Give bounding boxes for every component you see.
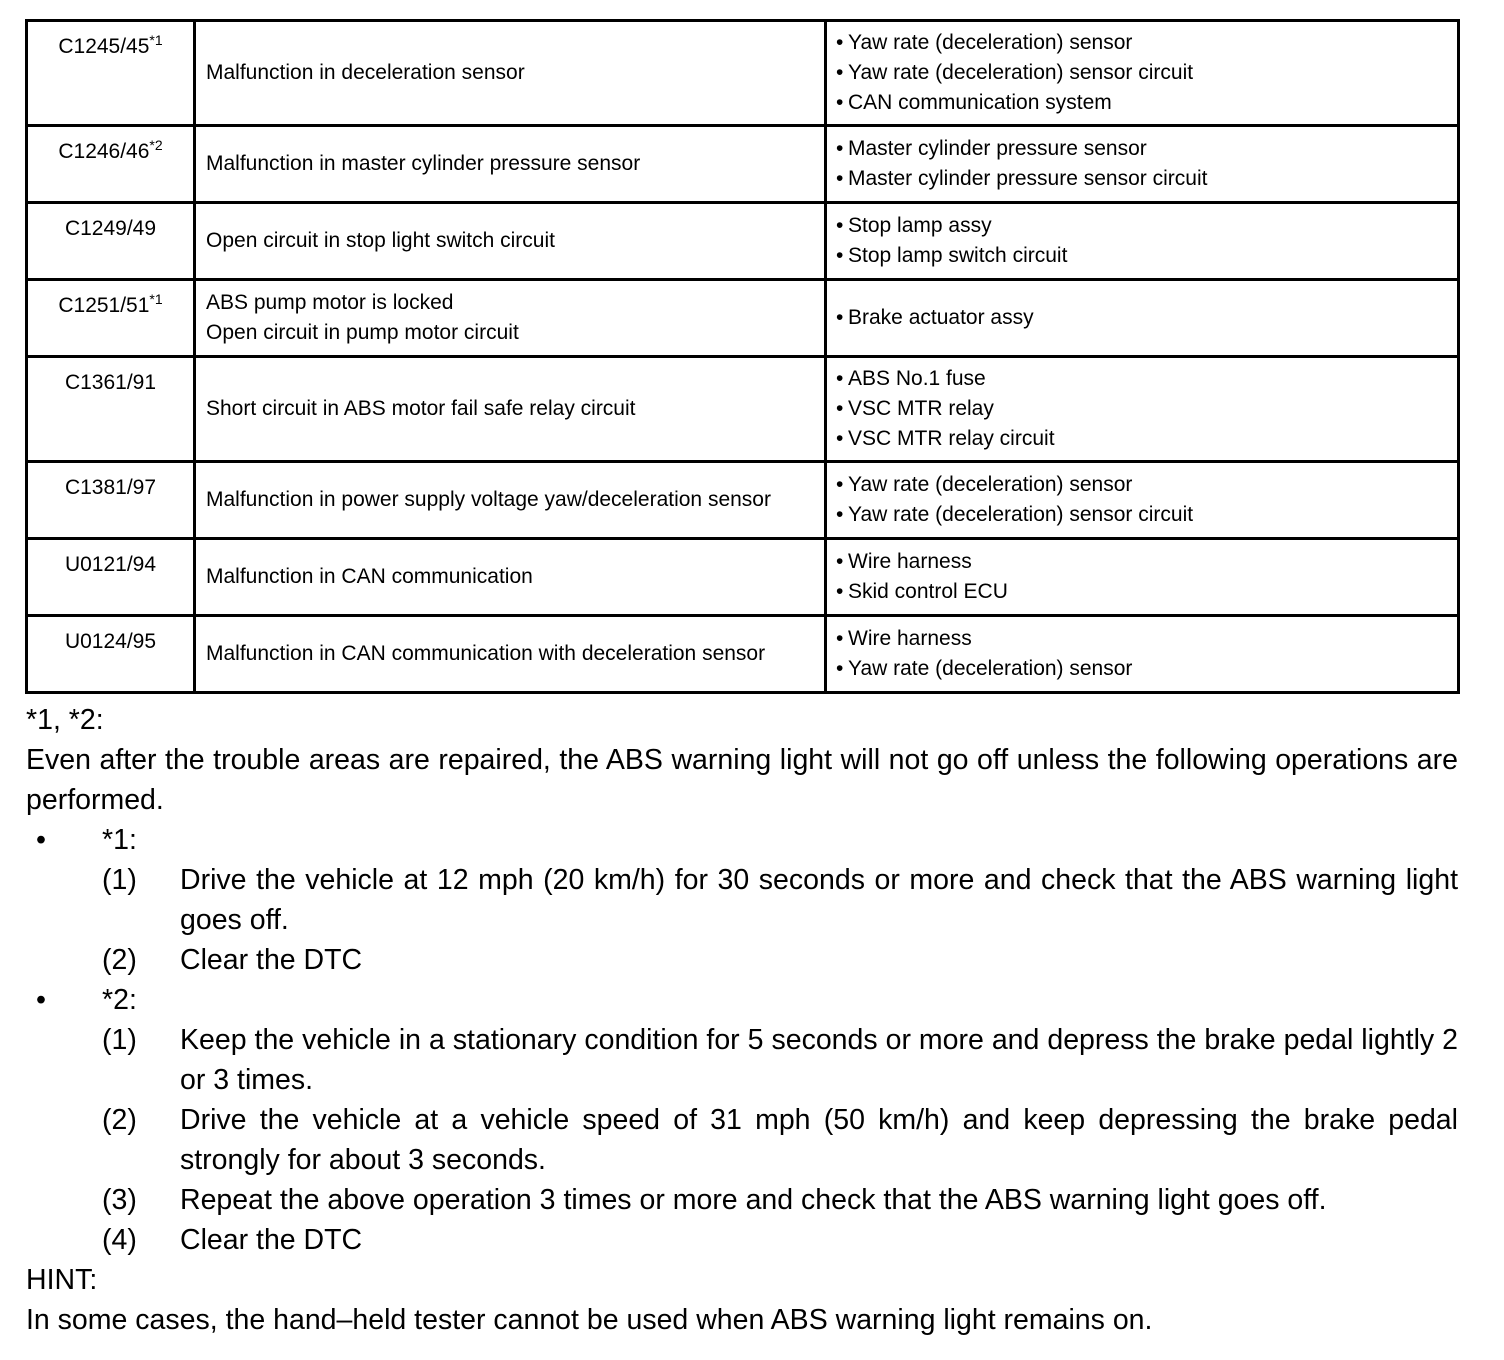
trouble-area-item	[836, 303, 1457, 333]
dtc-code-cell	[27, 126, 195, 203]
detection-item: Malfunction in CAN communication with deceleration sensor	[206, 642, 766, 665]
note-step	[26, 1020, 1458, 1100]
bullet: •	[836, 367, 844, 390]
hint-text: In some cases, the hand–held tester cannot be used when ABS warning light remains on.	[26, 1304, 1153, 1336]
note-step	[26, 860, 1458, 940]
step-number: (2)	[102, 1104, 137, 1136]
detection-item-cell	[195, 280, 826, 357]
trouble-area-text: Master cylinder pressure sensor	[848, 137, 1147, 160]
trouble-area-text: Wire harness	[848, 627, 972, 650]
dtc-code-cell	[27, 539, 195, 616]
bullet: •	[836, 244, 844, 267]
notes-intro: Even after the trouble areas are repaired, the ABS warning light will not go off unless the following operations are performed.	[26, 744, 1458, 816]
dtc-code-cell	[27, 357, 195, 462]
trouble-area-text: Stop lamp assy	[848, 214, 992, 237]
note-step	[26, 1180, 1458, 1220]
detection-item-cell	[195, 21, 826, 126]
step-text: Drive the vehicle at a vehicle speed of 31 mph (50 km/h) and keep depressing the brake pedal strongly for about 3 seconds.	[180, 1104, 1458, 1176]
step-number: (3)	[102, 1184, 137, 1216]
bullet: •	[836, 306, 844, 329]
step-text: Clear the DTC	[180, 1224, 363, 1256]
trouble-area-item	[836, 547, 1457, 577]
trouble-area-text: Master cylinder pressure sensor circuit	[848, 167, 1208, 190]
dtc-code-cell	[27, 616, 195, 693]
note-step	[26, 1220, 1458, 1260]
trouble-area-item	[836, 58, 1457, 88]
dtc-code-cell	[27, 203, 195, 280]
bullet: •	[836, 397, 844, 420]
dtc-code-cell	[27, 21, 195, 126]
detection-item: Short circuit in ABS motor fail safe relay circuit	[206, 397, 636, 420]
note-group-label: *1:	[102, 824, 137, 856]
bullet: •	[36, 984, 46, 1016]
trouble-area-cell	[826, 126, 1459, 203]
trouble-area-text: CAN communication system	[848, 91, 1112, 114]
detection-item: Open circuit in pump motor circuit	[206, 321, 519, 344]
notes-heading: *1, *2:	[26, 704, 104, 736]
notes-section	[26, 700, 1458, 1340]
dtc-code: U0121/94	[64, 553, 157, 576]
trouble-area-item	[836, 241, 1457, 271]
hint-label: HINT:	[26, 1264, 98, 1296]
table-row	[27, 126, 1459, 203]
trouble-area-cell	[826, 21, 1459, 126]
trouble-area-item	[836, 164, 1457, 194]
trouble-area-text: Yaw rate (deceleration) sensor circuit	[848, 61, 1194, 84]
bullet: •	[836, 580, 844, 603]
detection-item: ABS pump motor is locked	[206, 291, 454, 314]
step-number: (1)	[102, 864, 137, 896]
detection-item: Malfunction in CAN communication	[206, 565, 533, 588]
step-text: Repeat the above operation 3 times or more and check that the ABS warning light goes off.	[180, 1184, 1327, 1216]
table-row	[27, 462, 1459, 539]
dtc-code: C1381/97	[64, 476, 157, 499]
bullet: •	[836, 31, 844, 54]
dtc-code: C1361/91	[64, 371, 157, 394]
trouble-area-item	[836, 577, 1457, 607]
trouble-area-text: Stop lamp switch circuit	[848, 244, 1068, 267]
notes-groups	[26, 820, 1458, 1260]
detection-item: Open circuit in stop light switch circuit	[206, 229, 555, 252]
detection-item: Malfunction in master cylinder pressure sensor	[206, 152, 641, 175]
bullet: •	[836, 167, 844, 190]
table-row	[27, 539, 1459, 616]
dtc-code: C1245/45	[58, 35, 150, 58]
table-row	[27, 21, 1459, 126]
detection-item-cell	[195, 126, 826, 203]
bullet: •	[836, 91, 844, 114]
bullet: •	[836, 137, 844, 160]
table-row	[27, 280, 1459, 357]
trouble-area-cell	[826, 280, 1459, 357]
trouble-area-item	[836, 394, 1457, 424]
trouble-area-text: Brake actuator assy	[848, 306, 1034, 329]
trouble-area-cell	[826, 539, 1459, 616]
trouble-area-text: ABS No.1 fuse	[848, 367, 986, 390]
trouble-area-text: Yaw rate (deceleration) sensor	[848, 657, 1133, 680]
trouble-area-text: VSC MTR relay circuit	[848, 427, 1055, 450]
dtc-code-cell	[27, 280, 195, 357]
trouble-area-item	[836, 211, 1457, 241]
note-bullet	[26, 980, 1458, 1020]
trouble-area-item	[836, 624, 1457, 654]
note-group-label: *2:	[102, 984, 137, 1016]
footnote-marker: *2	[149, 137, 163, 153]
trouble-area-item	[836, 28, 1457, 58]
note-step	[26, 1100, 1458, 1180]
trouble-area-item	[836, 470, 1457, 500]
note-step	[26, 940, 1458, 980]
footnote-marker: *1	[149, 32, 163, 48]
dtc-code-cell	[27, 462, 195, 539]
bullet: •	[836, 61, 844, 84]
detection-item: Malfunction in power supply voltage yaw/deceleration sensor	[206, 488, 771, 511]
detection-item-cell	[195, 616, 826, 693]
trouble-area-text: Skid control ECU	[848, 580, 1008, 603]
bullet: •	[36, 824, 46, 856]
step-number: (4)	[102, 1224, 137, 1256]
dtc-code: C1251/51	[58, 294, 150, 317]
footnote-marker: *1	[149, 291, 163, 307]
dtc-table	[25, 19, 1460, 694]
step-text: Clear the DTC	[180, 944, 363, 976]
detection-item-cell	[195, 462, 826, 539]
trouble-area-item	[836, 364, 1457, 394]
trouble-area-item	[836, 134, 1457, 164]
detection-item: Malfunction in deceleration sensor	[206, 61, 525, 84]
trouble-area-item	[836, 88, 1457, 118]
trouble-area-text: Yaw rate (deceleration) sensor	[848, 473, 1133, 496]
note-bullet	[26, 820, 1458, 860]
detection-item-cell	[195, 203, 826, 280]
bullet: •	[836, 427, 844, 450]
trouble-area-cell	[826, 357, 1459, 462]
table-row	[27, 616, 1459, 693]
bullet: •	[836, 550, 844, 573]
detection-item-cell	[195, 357, 826, 462]
step-text: Keep the vehicle in a stationary condition for 5 seconds or more and depress the brake pedal lightly 2 or 3 times.	[180, 1024, 1458, 1096]
dtc-code: C1246/46	[58, 140, 150, 163]
bullet: •	[836, 627, 844, 650]
step-number: (1)	[102, 1024, 137, 1056]
step-number: (2)	[102, 944, 137, 976]
bullet: •	[836, 657, 844, 680]
trouble-area-item	[836, 654, 1457, 684]
trouble-area-text: Wire harness	[848, 550, 972, 573]
dtc-table-body	[27, 21, 1459, 693]
table-row	[27, 203, 1459, 280]
bullet: •	[836, 214, 844, 237]
trouble-area-cell	[826, 203, 1459, 280]
trouble-area-cell	[826, 616, 1459, 693]
trouble-area-item	[836, 424, 1457, 454]
dtc-code: C1249/49	[64, 217, 157, 240]
trouble-area-item	[836, 500, 1457, 530]
trouble-area-cell	[826, 462, 1459, 539]
bullet: •	[836, 473, 844, 496]
trouble-area-text: Yaw rate (deceleration) sensor	[848, 31, 1133, 54]
trouble-area-text: Yaw rate (deceleration) sensor circuit	[848, 503, 1194, 526]
table-row	[27, 357, 1459, 462]
bullet: •	[836, 503, 844, 526]
trouble-area-text: VSC MTR relay	[848, 397, 994, 420]
dtc-code: U0124/95	[64, 630, 157, 653]
detection-item-cell	[195, 539, 826, 616]
step-text: Drive the vehicle at 12 mph (20 km/h) for 30 seconds or more and check that the ABS warning light goes off.	[180, 864, 1458, 936]
